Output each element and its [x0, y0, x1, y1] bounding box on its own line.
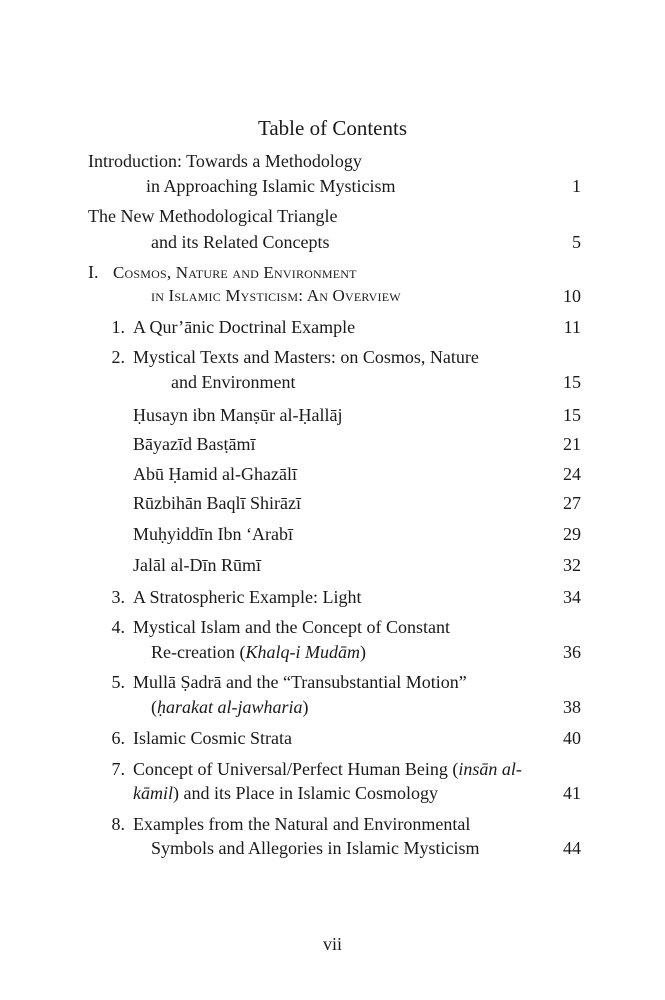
page-title: Table of Contents [258, 116, 407, 140]
toc-page-master-rumi: 32 [563, 555, 581, 575]
toc-section-5-line2 [151, 696, 309, 718]
text-run: ( [151, 697, 157, 717]
toc-page-triangle: 5 [572, 232, 581, 252]
toc-section-8-line2: Symbols and Allegories in Islamic Mysticism [151, 838, 480, 858]
section-title: A Stratospheric Example: Light [133, 587, 362, 607]
toc-section-4-line2 [151, 641, 366, 663]
section-title: Examples from the Natural and Environmental [133, 814, 471, 834]
toc-page-section-1: 11 [563, 317, 581, 337]
toc-section-7 [97, 758, 522, 780]
toc-master-ghazali: Abū Ḥamid al-Ghazālī [133, 464, 297, 484]
toc-page-master-bastami: 21 [563, 434, 581, 454]
toc-section-5 [97, 671, 467, 693]
section-number: 7. [111, 759, 125, 779]
toc-master-rumi: Jalāl al-Dīn Rūmī [133, 555, 261, 575]
toc-master-ruzbihan: Rūzbihān Baqlī Shirāzī [133, 493, 301, 513]
toc-page-section-4: 36 [563, 642, 581, 662]
toc-page-chapter-1: 10 [563, 286, 581, 306]
italic-run: Khalq-i Mudām [245, 642, 360, 662]
text-run: Re-creation ( [151, 642, 246, 662]
toc-page-master-hallaj: 15 [563, 405, 581, 425]
toc-page-section-5: 38 [563, 697, 581, 717]
toc-entry-intro-line2: in Approaching Islamic Mysticism [146, 176, 396, 196]
toc-chapter-1-line1 [88, 261, 357, 284]
section-title: Mystical Texts and Masters: on Cosmos, Nature [133, 347, 479, 367]
section-number: 5. [111, 672, 125, 692]
section-number: 8. [111, 814, 125, 834]
toc-master-ibn-arabi: Muḥyiddīn Ibn ‘Arabī [133, 524, 293, 544]
toc-section-8 [97, 813, 470, 835]
section-title: Mullā Ṣadrā and the “Transubstantial Motion” [133, 672, 467, 692]
chapter-number: I. [88, 262, 99, 282]
toc-page-section-6: 40 [563, 728, 581, 748]
toc-chapter-1-line2: in Islamic Mysticism: An Overview [151, 286, 401, 305]
italic-run: kāmil [133, 783, 173, 803]
toc-entry-intro-line1: Introduction: Towards a Methodology [88, 151, 362, 171]
toc-section-4 [97, 616, 450, 638]
italic-run: insān al- [458, 759, 522, 779]
section-number: 3. [111, 587, 125, 607]
italic-run: ḥarakat al-jawharia [157, 697, 303, 717]
section-title: Concept of Universal/Perfect Human Being ( [133, 759, 459, 779]
toc-section-7-line2 [133, 782, 438, 804]
text-run: ) and its Place in Islamic Cosmology [173, 783, 438, 803]
section-number: 1. [111, 317, 125, 337]
toc-entry-triangle-line2: and its Related Concepts [151, 232, 330, 252]
toc-page-section-2: 15 [563, 372, 581, 392]
section-number: 4. [111, 617, 125, 637]
toc-section-6 [97, 727, 292, 749]
section-number: 6. [111, 728, 125, 748]
toc-page-section-3: 34 [563, 587, 581, 607]
toc-page-intro: 1 [572, 176, 581, 196]
toc-section-2 [97, 346, 479, 368]
toc-page-master-ghazali: 24 [563, 464, 581, 484]
toc-page-master-ruzbihan: 27 [563, 493, 581, 513]
page-folio: vii [322, 934, 342, 954]
toc-section-2-line2: and Environment [171, 372, 296, 392]
toc-page-section-8: 44 [563, 838, 581, 858]
text-run: ) [302, 697, 309, 717]
toc-entry-triangle-line1: The New Methodological Triangle [88, 206, 338, 226]
toc-section-1 [97, 316, 355, 338]
section-title: Mystical Islam and the Concept of Constant [133, 617, 450, 637]
section-title: Islamic Cosmic Strata [133, 728, 292, 748]
text-run: ) [359, 642, 366, 662]
toc-page-master-ibn-arabi: 29 [563, 524, 581, 544]
section-title: A Qur’ānic Doctrinal Example [133, 317, 356, 337]
toc-section-3 [97, 586, 361, 608]
chapter-title-line1: Cosmos, Nature and Environment [113, 263, 357, 282]
section-number: 2. [111, 347, 125, 367]
toc-master-bastami: Bāyazīd Basṭāmī [133, 434, 256, 454]
toc-page-section-7: 41 [563, 783, 581, 803]
toc-master-hallaj: Ḥusayn ibn Manṣūr al-Ḥallāj [133, 405, 343, 425]
